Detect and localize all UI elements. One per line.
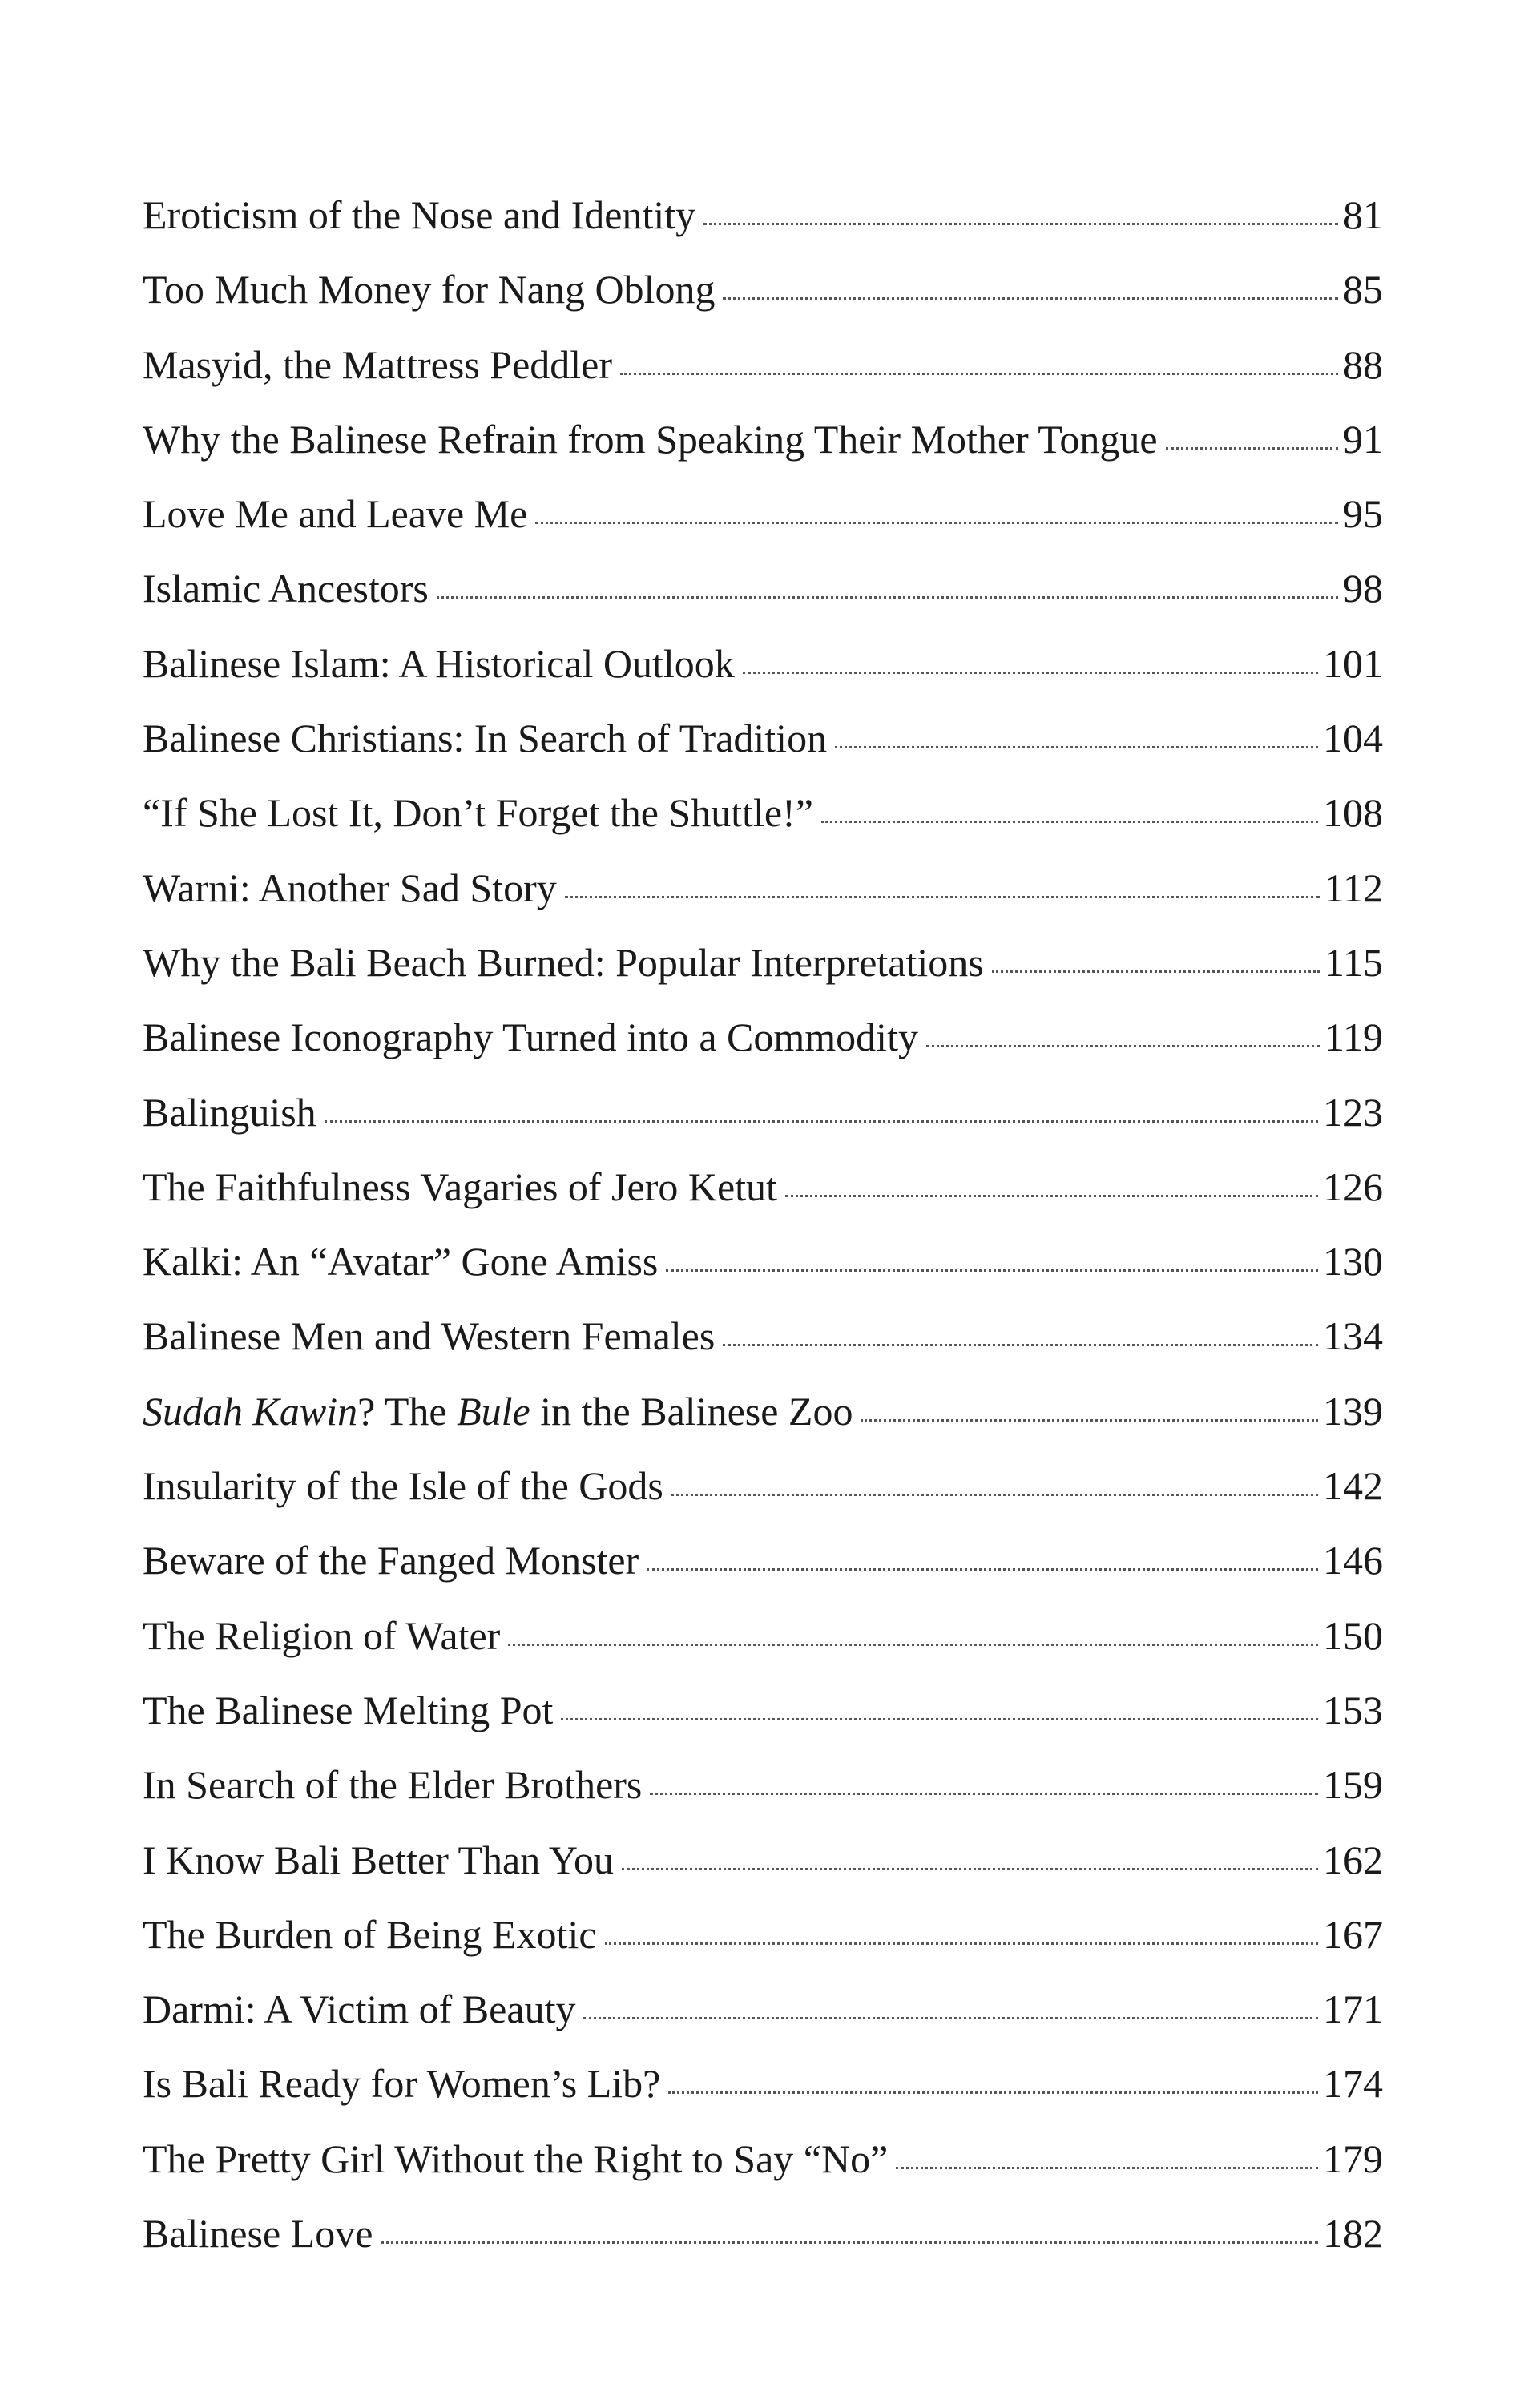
toc-entry-title (143, 1449, 663, 1523)
toc-entry-title-segment: Is Bali Ready for Women’s Lib? (143, 2061, 661, 2107)
toc-entry-page-number: 182 (1323, 2211, 1383, 2257)
toc-entry-title-segment: In Search of the Elder Brothers (143, 1762, 643, 1808)
toc-entry-page-number: 81 (1343, 192, 1383, 237)
dot-leader (565, 896, 1320, 898)
toc-entry-title-segment: Balinese Iconography Turned into a Commodity (143, 1014, 918, 1060)
toc-entry-title (143, 701, 827, 776)
toc-entry-page-number: 91 (1343, 416, 1383, 462)
toc-entry-title (143, 2196, 373, 2271)
table-of-contents (143, 178, 1383, 2271)
toc-entry (143, 1150, 1383, 1224)
toc-entry-page-number: 167 (1323, 1911, 1383, 1957)
toc-entry (143, 1374, 1383, 1449)
toc-entry (143, 328, 1383, 402)
toc-entry-page-number: 85 (1343, 267, 1383, 313)
toc-entry (143, 926, 1383, 1000)
toc-entry-title (143, 178, 695, 252)
toc-entry-page-number: 174 (1323, 2061, 1383, 2107)
toc-entry-title (143, 1673, 553, 1748)
toc-entry-title (143, 402, 1158, 477)
dot-leader (821, 821, 1318, 823)
dot-leader (926, 1045, 1320, 1047)
toc-entry-title (143, 1374, 853, 1449)
toc-entry-title-segment: The Faithfulness Vagaries of Jero Ketut (143, 1164, 777, 1209)
toc-entry-title-segment: Why the Balinese Refrain from Speaking Their Mother Tongue (143, 416, 1158, 462)
toc-entry-title-segment: Darmi: A Victim of Beauty (143, 1987, 576, 2032)
toc-entry (143, 1823, 1383, 1898)
toc-entry-title (143, 328, 612, 402)
toc-entry-page-number: 126 (1323, 1164, 1383, 1209)
toc-entry-title-segment: Balinese Christians: In Search of Tradition (143, 716, 828, 761)
dot-leader (535, 522, 1338, 524)
toc-entry-page-number: 88 (1343, 341, 1383, 387)
toc-entry-title-segment: Islamic Ancestors (143, 566, 429, 611)
dot-leader (647, 1568, 1318, 1571)
toc-entry (143, 776, 1383, 850)
toc-entry (143, 2122, 1383, 2196)
toc-entry-title (143, 551, 429, 626)
dot-leader (785, 1195, 1318, 1197)
toc-entry (143, 1449, 1383, 1523)
toc-entry-title (143, 1000, 918, 1075)
dot-leader (381, 2241, 1318, 2244)
toc-entry (143, 178, 1383, 252)
toc-entry-title (143, 2122, 888, 2196)
toc-entry-title-segment: Balinese Islam: A Historical Outlook (143, 640, 735, 686)
toc-entry (143, 701, 1383, 776)
toc-entry-page-number: 150 (1323, 1612, 1383, 1658)
toc-entry-title-italic-segment: Bule (457, 1388, 530, 1434)
toc-entry-page-number: 146 (1323, 1538, 1383, 1583)
dot-leader (325, 1120, 1318, 1123)
toc-entry-page-number: 104 (1323, 716, 1383, 761)
dot-leader (671, 1494, 1318, 1496)
toc-entry-title-segment: Love Me and Leave Me (143, 491, 528, 537)
toc-entry (143, 1075, 1383, 1150)
toc-entry-title-segment: in the Balinese Zoo (530, 1388, 853, 1434)
dot-leader (508, 1644, 1318, 1646)
toc-entry-title (143, 1224, 658, 1299)
dot-leader (1166, 447, 1338, 450)
dot-leader (861, 1419, 1318, 1422)
toc-entry-title-segment: Warni: Another Sad Story (143, 865, 557, 910)
toc-entry (143, 851, 1383, 926)
toc-entry-title (143, 2047, 660, 2121)
dot-leader (620, 373, 1338, 375)
toc-entry-title (143, 1972, 575, 2047)
dot-leader (723, 297, 1338, 300)
toc-entry (143, 1972, 1383, 2047)
toc-entry (143, 477, 1383, 551)
toc-entry (143, 1000, 1383, 1075)
toc-entry-title-italic-segment: Sudah Kawin (143, 1388, 358, 1434)
toc-entry-page-number: 101 (1323, 640, 1383, 686)
toc-entry (143, 1224, 1383, 1299)
toc-entry-title (143, 1898, 597, 1972)
toc-entry-page-number: 108 (1323, 790, 1383, 836)
toc-entry-page-number: 142 (1323, 1463, 1383, 1509)
dot-leader (992, 970, 1320, 973)
toc-entry-title (143, 1299, 715, 1373)
toc-entry-page-number: 98 (1343, 566, 1383, 611)
toc-entry-page-number: 119 (1324, 1014, 1383, 1060)
toc-entry-title-segment: Eroticism of the Nose and Identity (143, 192, 696, 237)
toc-entry-page-number: 95 (1343, 491, 1383, 537)
toc-entry-title-segment: Masyid, the Mattress Peddler (143, 341, 613, 387)
dot-leader (583, 2017, 1318, 2019)
dot-leader (743, 672, 1318, 674)
toc-entry (143, 2196, 1383, 2271)
toc-entry (143, 1599, 1383, 1673)
toc-entry-page-number: 115 (1324, 939, 1383, 985)
toc-entry (143, 1748, 1383, 1822)
dot-leader (437, 596, 1338, 599)
toc-entry (143, 1898, 1383, 1972)
toc-entry-page-number: 153 (1323, 1687, 1383, 1732)
toc-entry-page-number: 134 (1323, 1313, 1383, 1359)
dot-leader (650, 1793, 1318, 1795)
toc-entry-title (143, 851, 557, 926)
toc-entry-title (143, 1523, 639, 1598)
toc-entry (143, 1523, 1383, 1598)
toc-entry (143, 402, 1383, 477)
toc-entry-page-number: 171 (1323, 1987, 1383, 2032)
toc-entry-page-number: 162 (1323, 1837, 1383, 1882)
dot-leader (835, 746, 1318, 748)
dot-leader (605, 1942, 1318, 1945)
dot-leader (666, 1269, 1318, 1272)
toc-entry-title-segment: Balinguish (143, 1089, 316, 1135)
dot-leader (723, 1344, 1318, 1346)
toc-entry-page-number: 159 (1323, 1762, 1383, 1808)
toc-entry-title (143, 627, 735, 701)
toc-entry-title (143, 1823, 614, 1898)
toc-entry-title (143, 1748, 642, 1822)
toc-entry-title-segment: Balinese Love (143, 2211, 373, 2257)
toc-entry-title-segment: I Know Bali Better Than You (143, 1837, 614, 1882)
toc-entry-title (143, 926, 984, 1000)
toc-entry-title (143, 477, 527, 551)
toc-entry (143, 551, 1383, 626)
dot-leader (561, 1718, 1318, 1720)
toc-entry-title-segment: “If She Lost It, Don’t Forget the Shuttle!” (143, 790, 813, 836)
toc-entry-title (143, 776, 813, 850)
toc-entry-page-number: 179 (1323, 2136, 1383, 2181)
toc-entry (143, 252, 1383, 327)
toc-entry (143, 627, 1383, 701)
toc-entry-page-number: 130 (1323, 1239, 1383, 1285)
toc-entry-title-segment: Kalki: An “Avatar” Gone Amiss (143, 1239, 659, 1285)
toc-entry-title-segment: Why the Bali Beach Burned: Popular Interpretations (143, 939, 984, 985)
toc-entry-title-segment: The Burden of Being Exotic (143, 1911, 597, 1957)
toc-entry (143, 1299, 1383, 1373)
toc-entry-title (143, 1599, 500, 1673)
toc-entry-title-segment: Beware of the Fanged Monster (143, 1538, 639, 1583)
toc-entry-title (143, 1150, 777, 1224)
dot-leader (668, 2091, 1318, 2094)
toc-entry-title-segment: The Balinese Melting Pot (143, 1687, 554, 1732)
toc-entry-title-segment: Insularity of the Isle of the Gods (143, 1463, 663, 1509)
toc-entry-title-segment: Balinese Men and Western Females (143, 1313, 716, 1359)
toc-entry-title (143, 1075, 316, 1150)
toc-entry-title-segment: Too Much Money for Nang Oblong (143, 267, 716, 313)
toc-entry-page-number: 139 (1323, 1388, 1383, 1434)
toc-entry-title-segment: The Religion of Water (143, 1612, 501, 1658)
toc-entry-page-number: 123 (1323, 1089, 1383, 1135)
toc-entry-page-number: 112 (1324, 865, 1383, 910)
dot-leader (896, 2167, 1318, 2169)
dot-leader (622, 1868, 1318, 1870)
dot-leader (703, 223, 1338, 225)
toc-entry-title-segment: ? The (357, 1388, 458, 1434)
toc-entry (143, 1673, 1383, 1748)
toc-entry-title (143, 252, 715, 327)
toc-entry (143, 2047, 1383, 2121)
toc-entry-title-segment: The Pretty Girl Without the Right to Say “No” (143, 2136, 889, 2181)
